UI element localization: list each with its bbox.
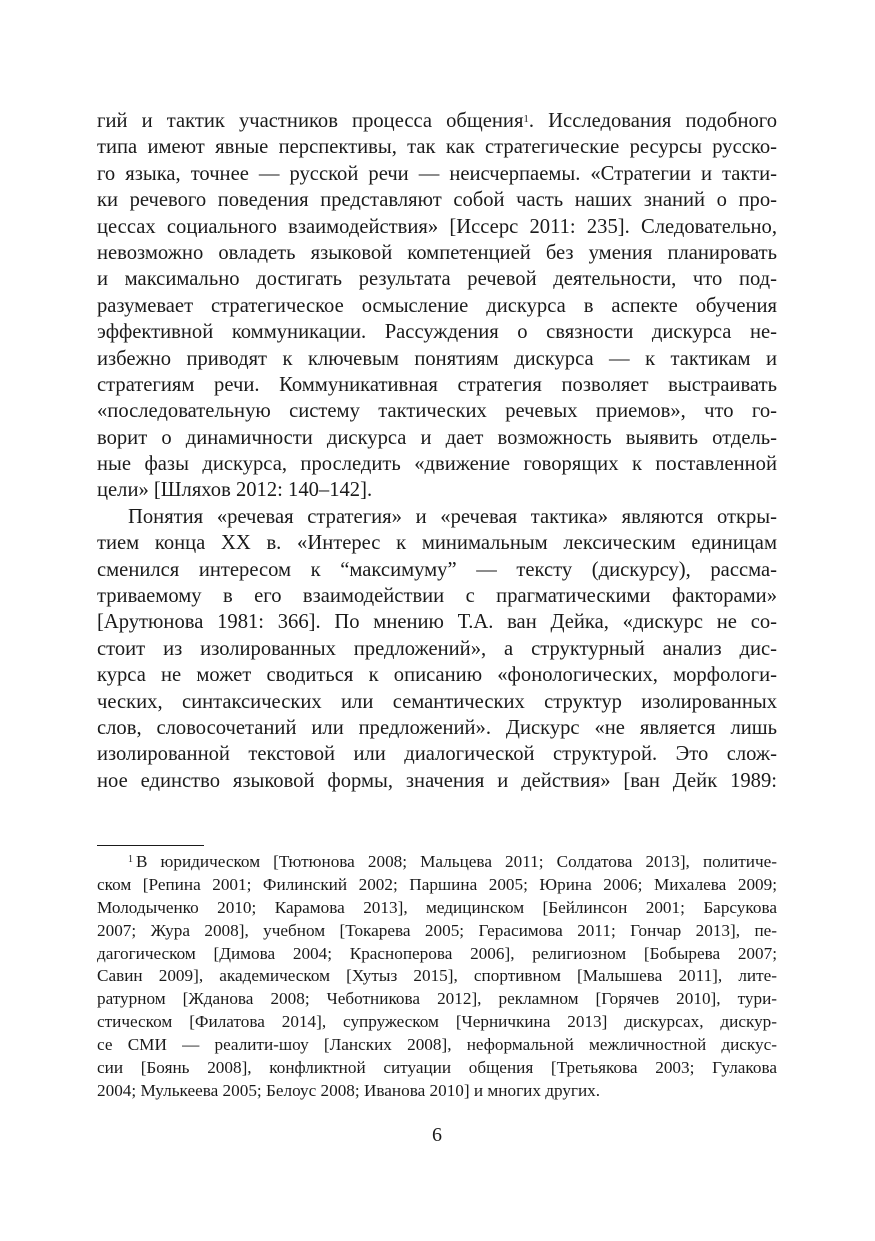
text-line: ки речевого поведения представляют собой часть наших знаний о про- bbox=[97, 189, 777, 212]
footnote-line: 2004; Мулькеева 2005; Белоус 2008; Иванова 2010] и многих других. bbox=[97, 1080, 601, 1100]
footnote-marker: 1 bbox=[128, 854, 133, 865]
text-line: типа имеют явные перспективы, так как стратегические ресурсы русско- bbox=[97, 136, 777, 159]
text-line: цели» [Шляхов 2012: 140–142]. bbox=[97, 479, 373, 502]
text-line: и максимально достигать результата речевой деятельности, что под- bbox=[97, 268, 777, 291]
footnote-line: се СМИ — реалити-шоу [Ланских 2008], неформальной межличностной дискус- bbox=[97, 1035, 777, 1055]
footnote-line: Савин 2009], академическом [Хутыз 2015], спортивном [Малышева 2011], лите- bbox=[97, 966, 777, 986]
footnote-line: ском [Репина 2001; Филинский 2002; Паршина 2005; Юрина 2006; Михалева 2009; bbox=[97, 874, 777, 894]
footnote-line: Молодыченко 2010; Карамова 2013], медицинском [Бейлинсон 2001; Барсукова bbox=[97, 897, 777, 917]
text-line: Понятия «речевая стратегия» и «речевая тактика» являются откры- bbox=[128, 505, 777, 528]
footnote-line: 2007; Жура 2008], учебном [Токарева 2005; Герасимова 2011; Гончар 2013], пе- bbox=[97, 920, 777, 940]
text-line: слов, словосочетаний или предложений». Дискурс «не является лишь bbox=[97, 716, 777, 739]
text-line: ные фазы дискурса, проследить «движение говорящих к поставленной bbox=[97, 453, 777, 476]
footnote-line: дагогическом [Димова 2004; Красноперова 2006], религиозном [Бобырева 2007; bbox=[97, 943, 777, 963]
paragraph-2 bbox=[97, 504, 777, 794]
footnote-ref[interactable]: 1 bbox=[523, 113, 529, 125]
text-line: тием конца XX в. «Интерес к минимальным лексическим единицам bbox=[97, 532, 777, 555]
footnote-line: ратурном [Жданова 2008; Чеботникова 2012], рекламном [Горячев 2010], тури- bbox=[97, 989, 777, 1009]
text-line: [Арутюнова 1981: 366]. По мнению Т.А. ван Дейка, «дискурс не со- bbox=[97, 611, 777, 634]
text-line: сменился интересом к “максимуму” — тексту (дискурсу), рассма- bbox=[97, 558, 777, 581]
footnote-line: стическом [Филатова 2014], супружеском [Черничкина 2013] дискурсах, дискур- bbox=[97, 1012, 777, 1032]
text-line: ное единство языковой формы, значения и действия» [ван Дейк 1989: bbox=[97, 769, 777, 792]
footnote-line: сии [Боянь 2008], конфликтной ситуации общения [Третьякова 2003; Гулакова bbox=[97, 1058, 777, 1078]
text-line: изолированной текстовой или диалогической структурой. Это слож- bbox=[97, 743, 777, 766]
text-line: курса не может сводиться к описанию «фонологических, морфологи- bbox=[97, 664, 777, 687]
text-line: стратегиям речи. Коммуникативная стратегия позволяет выстраивать bbox=[97, 373, 777, 396]
text-line: «последовательную систему тактических речевых приемов», что го- bbox=[97, 400, 777, 423]
footnote-divider bbox=[97, 845, 204, 846]
text-line: разумевает стратегическое осмысление дискурса в аспекте обучения bbox=[97, 294, 777, 317]
text-line: гий и тактик участников процесса общения$^1$. Исследования подобного bbox=[97, 110, 777, 132]
footnote-line: $^1$ В юридическом [Тютюнова 2008; Мальцева 2011; Солдатова 2013], политиче- bbox=[128, 852, 777, 871]
paragraph-1 bbox=[97, 108, 777, 504]
text-line: стоит из изолированных предложений», а структурный анализ дис- bbox=[97, 637, 777, 660]
text-line: эффективной коммуникации. Рассуждения о связности дискурса не- bbox=[97, 321, 777, 344]
page-number: 6 bbox=[432, 1124, 442, 1146]
footnote bbox=[97, 851, 777, 1103]
text-line: ческих, синтаксических или семантических структур изолированных bbox=[97, 690, 777, 713]
text-line: ворит о динамичности дискурса и дает возможность выявить отдель- bbox=[97, 426, 777, 449]
main-text bbox=[97, 108, 777, 794]
text-line: триваемому в его взаимодействии с прагматическими факторами» bbox=[97, 585, 777, 608]
text-line: невозможно овладеть языковой компетенцией без умения планировать bbox=[97, 241, 777, 264]
text-line: го языка, точнее — русской речи — неисчерпаемы. «Стратегии и такти- bbox=[97, 162, 777, 185]
text-line: избежно приводят к ключевым понятиям дискурса — к тактикам и bbox=[97, 347, 777, 370]
text-line: цессах социального взаимодействия» [Иссерс 2011: 235]. Следовательно, bbox=[97, 215, 777, 238]
